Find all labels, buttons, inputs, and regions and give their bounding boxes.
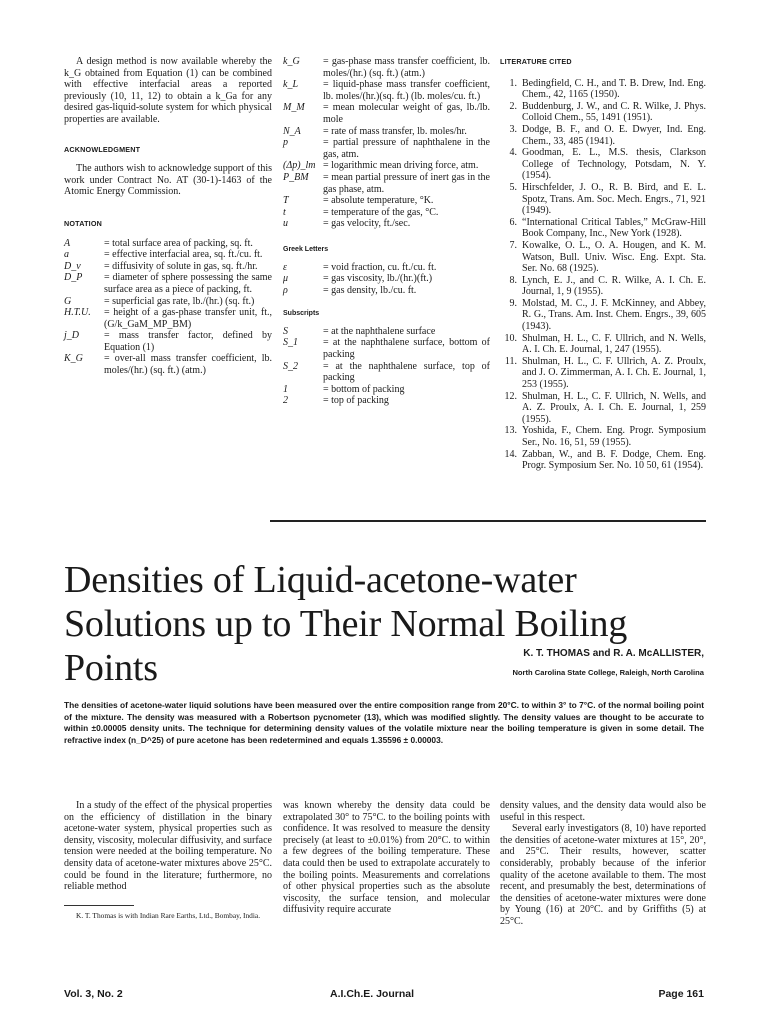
definition: = effective interfacial area, sq. ft./cu. ft.	[104, 249, 263, 261]
reference-number: 13.	[504, 425, 517, 437]
definition: = at the naphthalene surface, top of packing	[323, 360, 490, 384]
section-divider	[270, 520, 706, 522]
symbol: K_G	[64, 353, 83, 365]
definition: = gas-phase mass transfer coefficient, lb. moles/(hr.) (sq. ft.) (atm.)	[323, 56, 490, 79]
symbol: 1	[283, 383, 288, 395]
reference-text: Molstad, M. C., J. F. McKinney, and Abbey, R. G., Trans. Am. Inst. Chem. Engrs., 39, 605 (1943).	[522, 297, 706, 333]
definition: = at the naphthalene surface, bottom of packing	[323, 337, 490, 361]
symbol: S_2	[283, 360, 298, 372]
reference-text: Shulman, H. L., C. F. Ullrich, and N. Wells, A. I. Ch. E. Journal, 1, 247 (1955).	[522, 332, 706, 356]
reference-item	[500, 275, 706, 298]
definition: = diffusivity of solute in gas, sq. ft./hr.	[104, 260, 258, 272]
reference-item	[500, 182, 706, 217]
greek-letter-entry	[283, 285, 490, 297]
reference-item	[500, 240, 706, 275]
reference-item	[500, 298, 706, 333]
top-left-column	[64, 56, 272, 377]
symbol: 2	[283, 395, 288, 407]
definition: = logarithmic mean driving force, atm.	[323, 160, 479, 172]
reference-item	[500, 101, 706, 124]
notation-entry	[283, 172, 490, 195]
acknowledgment-text: The authors wish to acknowledge support of this work under Contract No. AT (30-1)-1463 of the Atomic Energy Commission.	[64, 163, 272, 198]
subscript-entry	[283, 361, 490, 384]
top-middle-column	[283, 56, 490, 407]
reference-item	[500, 449, 706, 472]
subscript-entry	[283, 395, 490, 407]
article-affiliation: North Carolina State College, Raleigh, North Carolina	[512, 668, 704, 677]
reference-item	[500, 425, 706, 448]
definition: = top of packing	[323, 395, 389, 407]
notation-entry	[64, 272, 272, 295]
definition: = temperature of the gas, °C.	[323, 206, 439, 218]
definition: = liquid-phase mass transfer coefficient, lb. moles/(hr.)(sq. ft.) (lb. moles/cu. ft.)	[323, 79, 490, 102]
definition: = superficial gas rate, lb./(hr.) (sq. ft.)	[104, 295, 255, 307]
reference-text: Buddenburg, J. W., and C. R. Wilke, J. Phys. Colloid Chem., 55, 1491 (1951).	[522, 100, 706, 124]
reference-number: 9.	[509, 297, 517, 309]
reference-item	[500, 78, 706, 101]
notation-entry	[64, 238, 272, 250]
definition: = mean molecular weight of gas, lb./lb. mole	[323, 102, 490, 125]
reference-item	[500, 124, 706, 147]
definition: = over-all mass transfer coefficient, lb. moles/(hr.) (sq. ft.) (atm.)	[104, 353, 272, 377]
definition: = mean partial pressure of inert gas in the gas phase, atm.	[323, 171, 490, 195]
reference-number: 12.	[504, 390, 517, 402]
body-paragraph-2: was known whereby the density data could be extrapolated 30° to 75°C. to the boiling points with confidence. It was resolved to measure the density precisely (at least to ±0.01%) from 20°C. to within a few degrees of the boiling temperature. These data could then be used to extrapolate accurately to the boiling points. Measurements and correlations of other physical properties such as the absolute viscosity, the surface tension, and molecular diffusivity require accurate	[283, 800, 490, 916]
body-paragraph-3a: density values, and the density data would also be useful in this respect.	[500, 800, 706, 823]
greek-letter-entry	[283, 273, 490, 285]
notation-entry	[64, 296, 272, 308]
subscript-entry	[283, 326, 490, 338]
footer-volume: Vol. 3, No. 2	[64, 988, 123, 1000]
literature-column	[500, 56, 706, 472]
article-authors: K. T. THOMAS and R. A. McALLISTER,	[523, 648, 704, 659]
body-column-1	[64, 800, 272, 920]
reference-item	[500, 217, 706, 240]
symbol: A	[64, 237, 71, 249]
symbol: k_L	[283, 79, 298, 91]
symbol: G	[64, 295, 72, 307]
body-paragraph-1: In a study of the effect of the physical properties on the efficiency of distillation in the binary acetone-water system, physical properties such as density, viscosity, molecular diffusivity, and surface tension were needed at the boiling temperature. No density data of acetone-water mixtures above 25°C. could be found in the literature; furthermore, no reliable method	[64, 800, 272, 893]
author-footnote: K. T. Thomas is with Indian Rare Earths, Ltd., Bombay, India.	[76, 910, 261, 920]
subscripts-list	[283, 326, 490, 407]
notation-entry	[283, 102, 490, 125]
body-column-3	[500, 800, 706, 928]
symbol: k_G	[283, 56, 300, 67]
symbol: t	[283, 206, 286, 218]
symbol: M_M	[283, 102, 305, 114]
notation-entry	[283, 160, 490, 172]
notation-entry	[64, 261, 272, 273]
reference-number: 2.	[509, 100, 517, 112]
reference-number: 11.	[504, 355, 517, 367]
symbol: N_A	[283, 125, 301, 137]
reference-item	[500, 391, 706, 426]
symbol: j_D	[64, 330, 79, 342]
notation-entry	[64, 330, 272, 353]
reference-text: Shulman, H. L., C. F. Ullrich, A. Z. Proulx, and J. O. Zimmerman, A. I. Ch. E. Journal, 1, 253 (1955).	[522, 355, 706, 391]
acknowledgment-heading: ACKNOWLEDGMENT	[64, 144, 141, 154]
reference-text: Dodge, B. F., and O. E. Dwyer, Ind. Eng. Chem., 33, 485 (1941).	[522, 123, 706, 147]
notation-entry	[283, 56, 490, 79]
symbol: u	[283, 218, 288, 230]
reference-number: 8.	[509, 274, 517, 286]
subscript-entry	[283, 384, 490, 396]
symbol: H.T.U.	[64, 307, 91, 319]
symbol: ε	[283, 261, 287, 273]
reference-text: Goodman, E. L., M.S. thesis, Clarkson College of Technology, Potsdam, N. Y. (1954).	[522, 147, 706, 182]
notation-list-left	[64, 238, 272, 377]
reference-text: Yoshida, F., Chem. Eng. Progr. Symposium Ser., No. 16, 51, 59 (1955).	[522, 425, 706, 448]
reference-number: 5.	[509, 181, 517, 193]
subscript-entry	[283, 337, 490, 360]
reference-item	[500, 147, 706, 182]
symbol: S_1	[283, 337, 298, 349]
definition: = bottom of packing	[323, 383, 405, 395]
reference-text: “International Critical Tables,” McGraw-Hill Book Company, Inc., New York (1928).	[522, 216, 706, 240]
definition: = void fraction, cu. ft./cu. ft.	[323, 261, 437, 273]
footnote-rule	[64, 905, 134, 906]
notation-entry	[283, 195, 490, 207]
reference-text: Bedingfield, C. H., and T. B. Drew, Ind. Eng. Chem., 42, 1165 (1950).	[522, 77, 706, 101]
article-title: Densities of Liquid-acetone-water Solutions up to Their Normal Boiling Points	[64, 559, 628, 689]
notation-entry	[64, 307, 272, 330]
definition: = gas density, lb./cu. ft.	[323, 284, 417, 296]
notation-list-middle	[283, 56, 490, 230]
definition: = gas velocity, ft./sec.	[323, 218, 411, 230]
reference-number: 10.	[504, 332, 517, 344]
definition: = gas viscosity, lb./(hr.)(ft.)	[323, 273, 433, 285]
reference-text: Lynch, E. J., and C. R. Wilke, A. I. Ch. E. Journal, 1, 9 (1955).	[522, 274, 706, 298]
symbol: P_BM	[283, 171, 309, 183]
reference-text: Shulman, H. L., C. F. Ullrich, N. Wells, and A. Z. Proulx, A. I. Ch. E. Journal, 1, 259 (1955).	[522, 390, 706, 425]
reference-number: 14.	[504, 448, 517, 460]
greek-letters-heading: Greek Letters	[283, 245, 329, 253]
symbol: p	[283, 137, 288, 149]
notation-entry	[283, 137, 490, 160]
footer-page-number: Page 161	[658, 988, 704, 1000]
definition: = at the naphthalene surface	[323, 325, 436, 337]
symbol: ρ	[283, 284, 288, 296]
reference-number: 4.	[509, 147, 517, 159]
symbol: a	[64, 249, 69, 261]
greek-letters-list	[283, 262, 490, 297]
notation-heading: NOTATION	[64, 218, 103, 228]
footer-journal: A.I.Ch.E. Journal	[330, 988, 415, 1000]
notation-entry	[283, 79, 490, 102]
article-abstract: The densities of acetone-water liquid solutions have been measured over the entire composition range from 20°C. to within 3° to 7°C. of the normal boiling point of the mixture. The density was measured with a Robertson pycnometer (13), which was modified slightly. The density values are thought to be accurate to within ±0.00005 density units. The technique for determining density values of the volatile mixture near the boiling temperature is given in some detail. The refractive index (n_D^25) of pure acetone has been redetermined and equals 1.35596 ± 0.00003.	[64, 700, 704, 745]
reference-number: 7.	[509, 239, 517, 251]
definition: = partial pressure of naphthalene in the gas, atm.	[323, 137, 490, 160]
symbol: S	[283, 325, 288, 337]
notation-entry	[283, 126, 490, 138]
symbol: D_v	[64, 260, 81, 272]
notation-entry	[64, 353, 272, 376]
reference-item	[500, 333, 706, 356]
symbol: D_P	[64, 272, 83, 284]
symbol: (Δp)_lm	[283, 160, 316, 172]
definition: = mass transfer factor, defined by Equation (1)	[104, 330, 272, 353]
reference-number: 3.	[509, 123, 517, 135]
reference-list	[500, 78, 706, 472]
reference-text: Hirschfelder, J. O., R. B. Bird, and E. L. Spotz, Trans. Am. Soc. Mech. Engrs., 71, 921 (1949).	[522, 181, 706, 217]
body-column-2	[283, 800, 490, 916]
reference-item	[500, 356, 706, 391]
definition: = absolute temperature, °K.	[323, 195, 434, 207]
body-paragraph-3b: Several early investigators (8, 10) have reported the densities of acetone-water mixtures at 15°, 20°, and 25°C. Their results, however, scatter considerably, probably because of the inferior quality of the acetone available to them. The most recent, and presumably the best, determinations of the densities of acetone-water mixtures were done by Young (16) at 20°C. and by Griffiths (5) at 25°C.	[500, 823, 706, 927]
reference-text: Kowalke, O. L., O. A. Hougen, and K. M. Watson, Bull. Univ. Wisc. Eng. Expt. Sta. Ser. No. 68 (1925).	[522, 239, 706, 275]
reference-text: Zabban, W., and B. F. Dodge, Chem. Eng. Progr. Symposium Ser. No. 10 50, 61 (1954).	[522, 448, 706, 472]
literature-heading: LITERATURE CITED	[500, 57, 572, 66]
notation-entry	[283, 207, 490, 219]
definition: = height of a gas-phase transfer unit, ft., (G/k_GaM_MP_BM)	[104, 307, 272, 330]
definition: = diameter of sphere possessing the same surface area as a piece of packing, ft.	[104, 272, 272, 295]
greek-letter-entry	[283, 262, 490, 274]
notation-entry	[64, 249, 272, 261]
subscripts-heading: Subscripts	[283, 310, 320, 318]
intro-paragraph: A design method is now available whereby the k_G obtained from Equation (1) can be combined with effective interfacial areas a reported previously (10, 11, 12) to obtain a k_Ga for any desired gas-liquid-solute system for which physical properties are available.	[64, 56, 272, 125]
reference-number: 1.	[509, 77, 517, 89]
definition: = rate of mass transfer, lb. moles/hr.	[323, 125, 467, 137]
reference-number: 6.	[509, 216, 517, 228]
notation-entry	[283, 218, 490, 230]
symbol: T	[283, 195, 289, 207]
symbol: μ	[283, 273, 289, 285]
definition: = total surface area of packing, sq. ft.	[104, 237, 253, 249]
